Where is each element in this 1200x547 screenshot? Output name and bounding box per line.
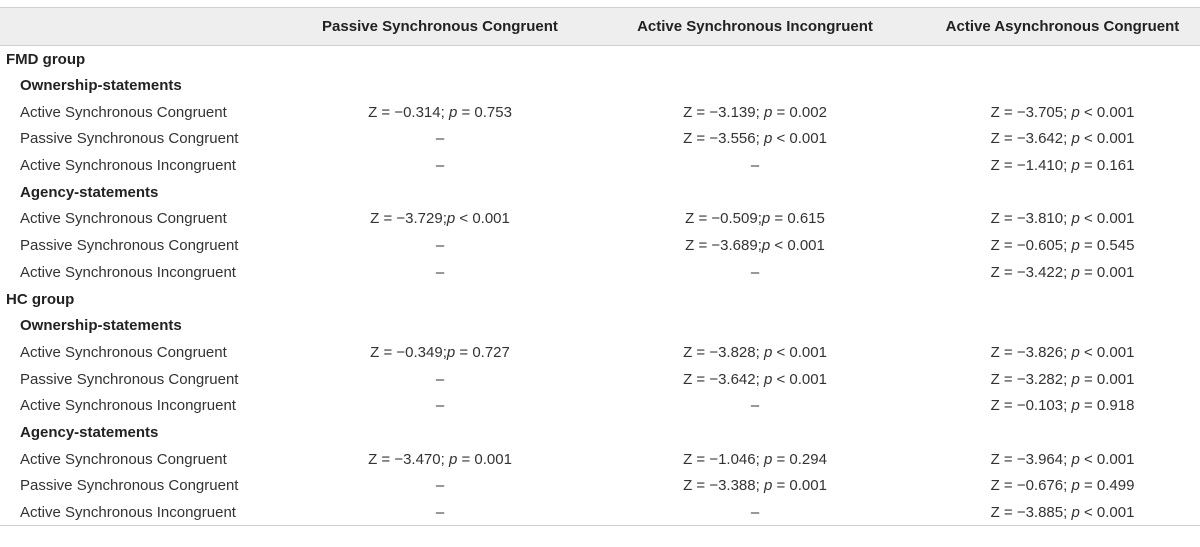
row-label: Active Synchronous Congruent	[20, 343, 227, 361]
table-cell: –	[435, 477, 445, 495]
section-heading-row	[0, 179, 1200, 206]
table-cell: Z = −3.282; p = 0.001	[990, 370, 1135, 388]
table-cell: –	[750, 157, 760, 175]
group-heading: FMD group	[6, 50, 86, 68]
table-cell: Z = −3.642; p < 0.001	[683, 370, 827, 388]
group-heading: HC group	[6, 290, 75, 308]
row-label: Active Synchronous Incongruent	[20, 263, 236, 281]
row-label: Active Synchronous Incongruent	[20, 503, 236, 521]
section-heading: Ownership-statements	[20, 77, 182, 95]
table-row	[0, 473, 1200, 500]
table-cell: Z = −1.046; p = 0.294	[683, 450, 827, 468]
table-cell: Z = −3.689;p < 0.001	[685, 237, 825, 255]
table-cell: –	[435, 503, 445, 521]
table-row	[0, 499, 1200, 526]
table-cell: Z = −3.828; p < 0.001	[683, 343, 827, 361]
table-body	[0, 46, 1200, 526]
section-heading-row	[0, 419, 1200, 446]
section-heading: Agency-statements	[20, 423, 159, 441]
table-cell: Z = −0.349;p = 0.727	[370, 343, 510, 361]
section-heading-row	[0, 312, 1200, 339]
row-label: Passive Synchronous Congruent	[20, 237, 239, 255]
table-row	[0, 232, 1200, 259]
table-row	[0, 339, 1200, 366]
table-cell: Z = −3.826; p < 0.001	[990, 343, 1135, 361]
section-heading: Ownership-statements	[20, 317, 182, 335]
table-cell: Z = −3.885; p < 0.001	[990, 503, 1135, 521]
group-heading-row	[0, 46, 1200, 73]
table-cell: –	[435, 370, 445, 388]
row-label: Active Synchronous Incongruent	[20, 397, 236, 415]
header-cell-empty	[0, 8, 295, 46]
table-row	[0, 366, 1200, 393]
table-cell: Z = −3.810; p < 0.001	[990, 210, 1135, 228]
table-row	[0, 126, 1200, 153]
row-label: Active Synchronous Congruent	[20, 450, 227, 468]
row-label: Passive Synchronous Congruent	[20, 477, 239, 495]
table-row	[0, 392, 1200, 419]
header-active-synchronous-incongruent: Active Synchronous Incongruent	[637, 18, 873, 35]
results-table	[0, 7, 1200, 526]
group-heading-row	[0, 286, 1200, 313]
table-cell: Z = −3.556; p < 0.001	[683, 130, 827, 148]
section-heading-row	[0, 72, 1200, 99]
table-cell: Z = −3.139; p = 0.002	[683, 103, 827, 121]
table-header	[0, 8, 1200, 46]
section-heading: Agency-statements	[20, 183, 159, 201]
table-row	[0, 152, 1200, 179]
table-cell: Z = −0.314; p = 0.753	[368, 103, 512, 121]
table-cell: Z = −3.388; p = 0.001	[683, 477, 827, 495]
table-cell: –	[435, 130, 445, 148]
table-cell: –	[750, 397, 760, 415]
table-row	[0, 259, 1200, 286]
table-cell: –	[435, 157, 445, 175]
table-cell: –	[750, 263, 760, 281]
table-cell: Z = −3.729;p < 0.001	[370, 210, 510, 228]
table-row	[0, 206, 1200, 233]
header-passive-synchronous-congruent: Passive Synchronous Congruent	[322, 18, 558, 35]
table-cell: Z = −3.422; p = 0.001	[990, 263, 1135, 281]
table-cell: Z = −0.605; p = 0.545	[990, 237, 1135, 255]
table-cell: Z = −3.705; p < 0.001	[990, 103, 1135, 121]
table-row	[0, 446, 1200, 473]
table-cell: –	[435, 263, 445, 281]
header-active-asynchronous-congruent: Active Asynchronous Congruent	[945, 18, 1180, 35]
table-cell: –	[435, 237, 445, 255]
row-label: Passive Synchronous Congruent	[20, 130, 239, 148]
table-row	[0, 99, 1200, 126]
table-cell: Z = −1.410; p = 0.161	[990, 157, 1135, 175]
table-cell: –	[750, 503, 760, 521]
row-label: Active Synchronous Congruent	[20, 210, 227, 228]
row-label: Passive Synchronous Congruent	[20, 370, 239, 388]
table-cell: Z = −3.964; p < 0.001	[990, 450, 1135, 468]
table-cell: Z = −3.470; p = 0.001	[368, 450, 512, 468]
table-cell: Z = −0.509;p = 0.615	[685, 210, 825, 228]
table-cell: Z = −0.103; p = 0.918	[990, 397, 1135, 415]
header-row	[0, 8, 1200, 46]
table-cell: Z = −3.642; p < 0.001	[990, 130, 1135, 148]
row-label: Active Synchronous Congruent	[20, 103, 227, 121]
row-label: Active Synchronous Incongruent	[20, 157, 236, 175]
table-cell: –	[435, 397, 445, 415]
table-cell: Z = −0.676; p = 0.499	[990, 477, 1135, 495]
